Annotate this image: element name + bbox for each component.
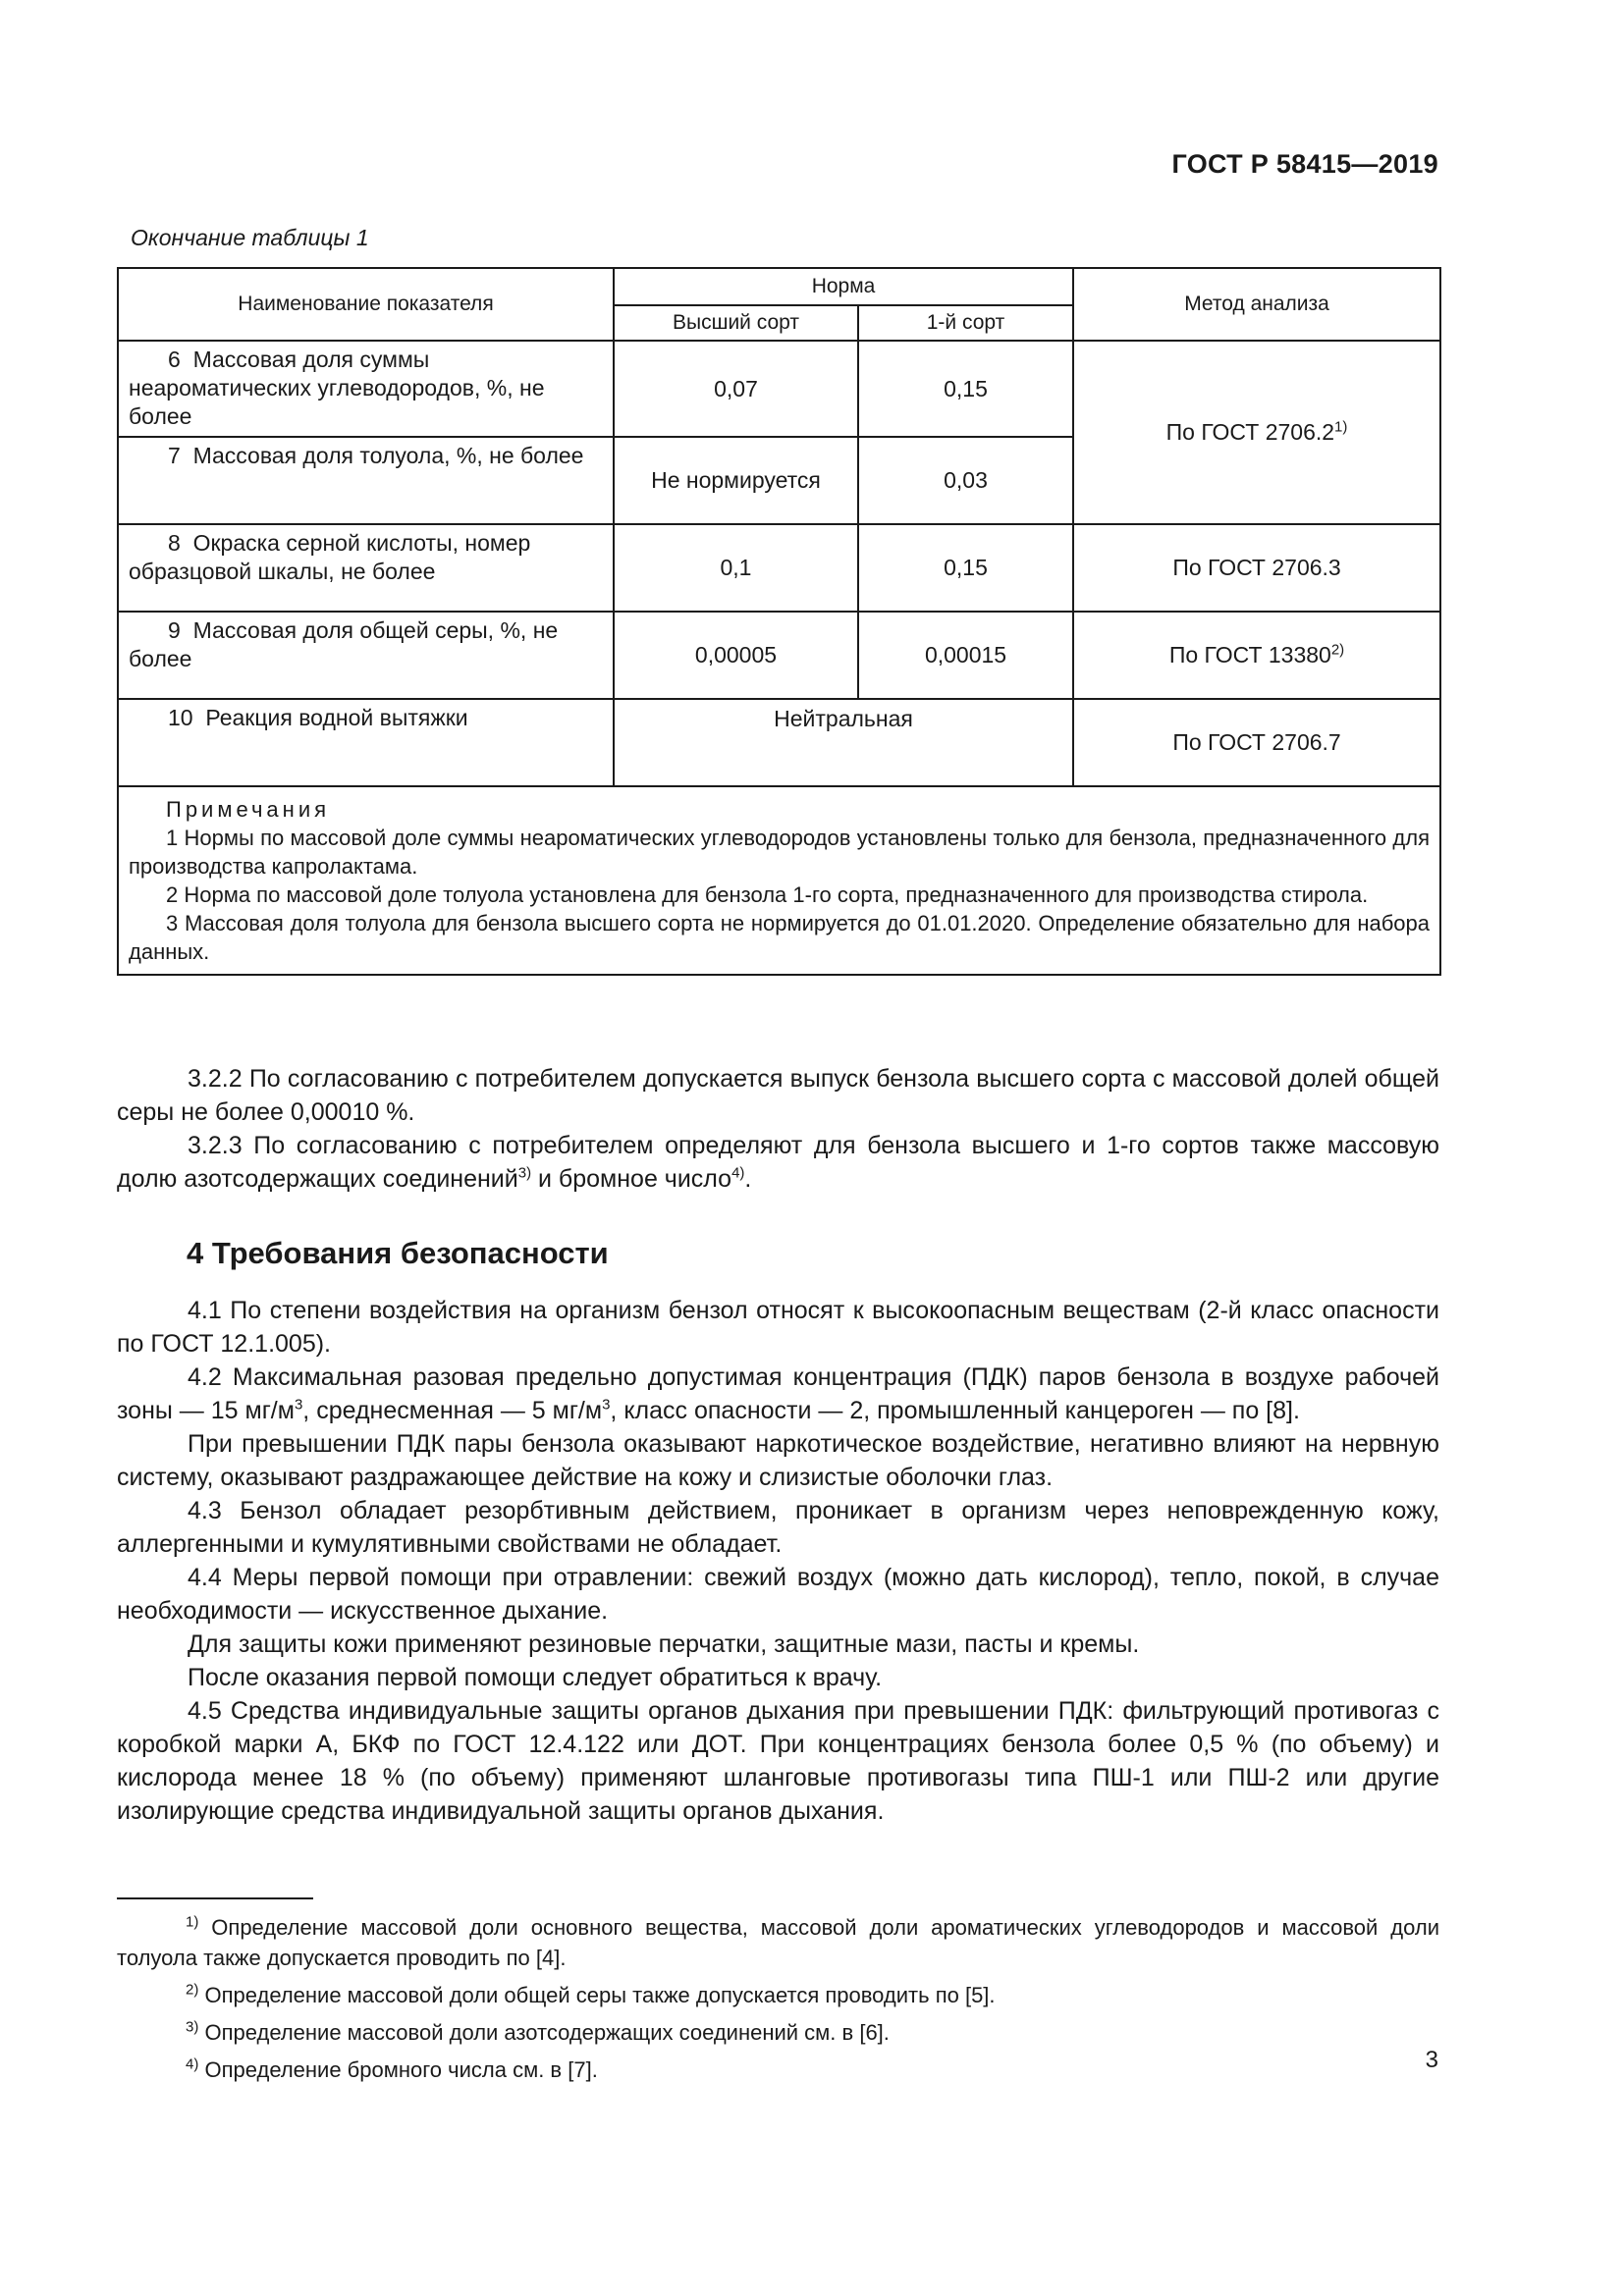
paragraph-3-2-3: 3.2.3 По согласованию с потребителем определяют для бензола высшего и 1-го сортов также массовую долю азотсодержащих соединений$^{3)}$ и бромное число$^{4)}$.: [117, 1132, 1439, 1193]
row-name: 10 Реакция водной вытяжки: [118, 699, 614, 786]
header-method: Метод анализа: [1073, 268, 1440, 341]
note-item: 3 Массовая доля толуола для бензола высшего сорта не нормируется до 01.01.2020. Определение обязательно для набора данных.: [129, 911, 1431, 964]
table-row: [118, 524, 1440, 612]
row-name: 6 Массовая доля суммы неароматических углеводородов, %, не более: [118, 341, 614, 437]
page-number: 3: [1425, 2047, 1438, 2073]
method-cell: По ГОСТ 2706.7: [1073, 699, 1440, 786]
value-top-grade: Не нормируется: [614, 437, 858, 524]
table-notes: [118, 786, 1440, 975]
value-first-grade: 0,15: [858, 341, 1073, 437]
table-notes-row: [118, 786, 1440, 975]
paragraph-3-2-2: 3.2.2 По согласованию с потребителем допускается выпуск бензола высшего сорта с массовой долей общей серы не более 0,00010 %.: [117, 1065, 1439, 1126]
value-both-grades: Нейтральная: [614, 699, 1073, 786]
document-code: ГОСТ Р 58415—2019: [1171, 149, 1438, 179]
row-name: 8 Окраска серной кислоты, номер образцовой шкалы, не более: [118, 524, 614, 612]
paragraph-4-3: 4.3 Бензол обладает резорбтивным действием, проникает в организм через неповрежденную кожу, аллергенными и кумулятивными свойствами не обладает.: [117, 1497, 1439, 1558]
table-row: [118, 699, 1440, 786]
paragraph-4-4: 4.4 Меры первой помощи при отравлении: свежий воздух (можно дать кислород), тепло, покой, в случае необходимости — искусственное дыхание.: [117, 1564, 1439, 1625]
header-indicator-name: Наименование показателя: [118, 268, 614, 341]
value-first-grade: 0,15: [858, 524, 1073, 612]
value-first-grade: 0,00015: [858, 612, 1073, 699]
header-first-grade: 1-й сорт: [858, 305, 1073, 341]
paragraph-4-2-continued: При превышении ПДК пары бензола оказывают наркотическое воздействие, негативно влияют на нервную систему, оказывают раздражающее действие на кожу и слизистые оболочки глаз.: [117, 1430, 1439, 1491]
footnotes: [117, 1912, 1439, 2092]
footnote-divider: [117, 1897, 313, 1899]
value-first-grade: 0,03: [858, 437, 1073, 524]
footnote-item: $^{2)}$ Определение массовой доли общей серы также допускается проводить по [5].: [186, 1981, 996, 2007]
paragraph-4-4-doctor: После оказания первой помощи следует обратиться к врачу.: [188, 1664, 883, 1691]
paragraph-4-5: 4.5 Средства индивидуальные защиты органов дыхания при превышении ПДК: фильтрующий противогаз с коробкой марки А, БКФ по ГОСТ 12.4.122 или ДОТ. При концентрациях бензола более 0,5 % (по объему) и кислорода менее 18 % (по объему) применяют шланговые противогазы типа ПШ-1 или ПШ-2 или другие изолирующие средства индивидуальной защиты органов дыхания.: [117, 1697, 1439, 1825]
header-top-grade: Высший сорт: [614, 305, 858, 341]
requirements-table: [117, 267, 1441, 976]
row-name: 9 Массовая доля общей серы, %, не более: [118, 612, 614, 699]
method-cell: По ГОСТ 13380$^{2)}$: [1073, 612, 1440, 699]
table-row: [118, 612, 1440, 699]
table-caption: Окончание таблицы 1: [131, 225, 369, 250]
method-cell: По ГОСТ 2706.2$^{1)}$: [1073, 341, 1440, 524]
header-norm: Норма: [614, 268, 1073, 305]
paragraph-4-4-skin: Для защиты кожи применяют резиновые перчатки, защитные мази, пасты и кремы.: [188, 1630, 1140, 1658]
table-row: [118, 341, 1440, 437]
method-cell: По ГОСТ 2706.3: [1073, 524, 1440, 612]
notes-title: Примечания: [166, 797, 331, 822]
section-4-paragraphs: [117, 1294, 1439, 1828]
section-heading: 4 Требования безопасности: [187, 1236, 609, 1270]
row-name: 7 Массовая доля толуола, %, не более: [118, 437, 614, 524]
note-item: 2 Норма по массовой доле толуола установлена для бензола 1-го сорта, предназначенного для производства стирола.: [166, 882, 1369, 907]
section-3-paragraphs: [117, 1062, 1439, 1196]
footnote-item: $^{4)}$ Определение бромного числа см. в [7].: [186, 2056, 598, 2082]
note-item: 1 Нормы по массовой доле суммы неароматических углеводородов установлены только для бензола, предназначенного для производства капролактама.: [129, 826, 1431, 879]
paragraph-4-2: 4.2 Максимальная разовая предельно допустимая концентрация (ПДК) паров бензола в воздухе рабочей зоны — 15 $мг/м^3$, среднесменная — 5 $мг/м^3$, класс опасности — 2, промышленный канцероген — по [8].: [117, 1363, 1439, 1424]
value-top-grade: 0,00005: [614, 612, 858, 699]
footnote-item: $^{1)}$ Определение массовой доли основного вещества, массовой доли ароматических углеводородов и массовой доли толуола также допускается проводить по [4].: [117, 1913, 1439, 1970]
value-top-grade: 0,1: [614, 524, 858, 612]
value-top-grade: 0,07: [614, 341, 858, 437]
paragraph-4-1: 4.1 По степени воздействия на организм бензол относят к высокоопасным веществам (2-й класс опасности по ГОСТ 12.1.005).: [117, 1297, 1439, 1358]
footnote-item: $^{3)}$ Определение массовой доли азотсодержащих соединений см. в [6].: [186, 2018, 890, 2045]
